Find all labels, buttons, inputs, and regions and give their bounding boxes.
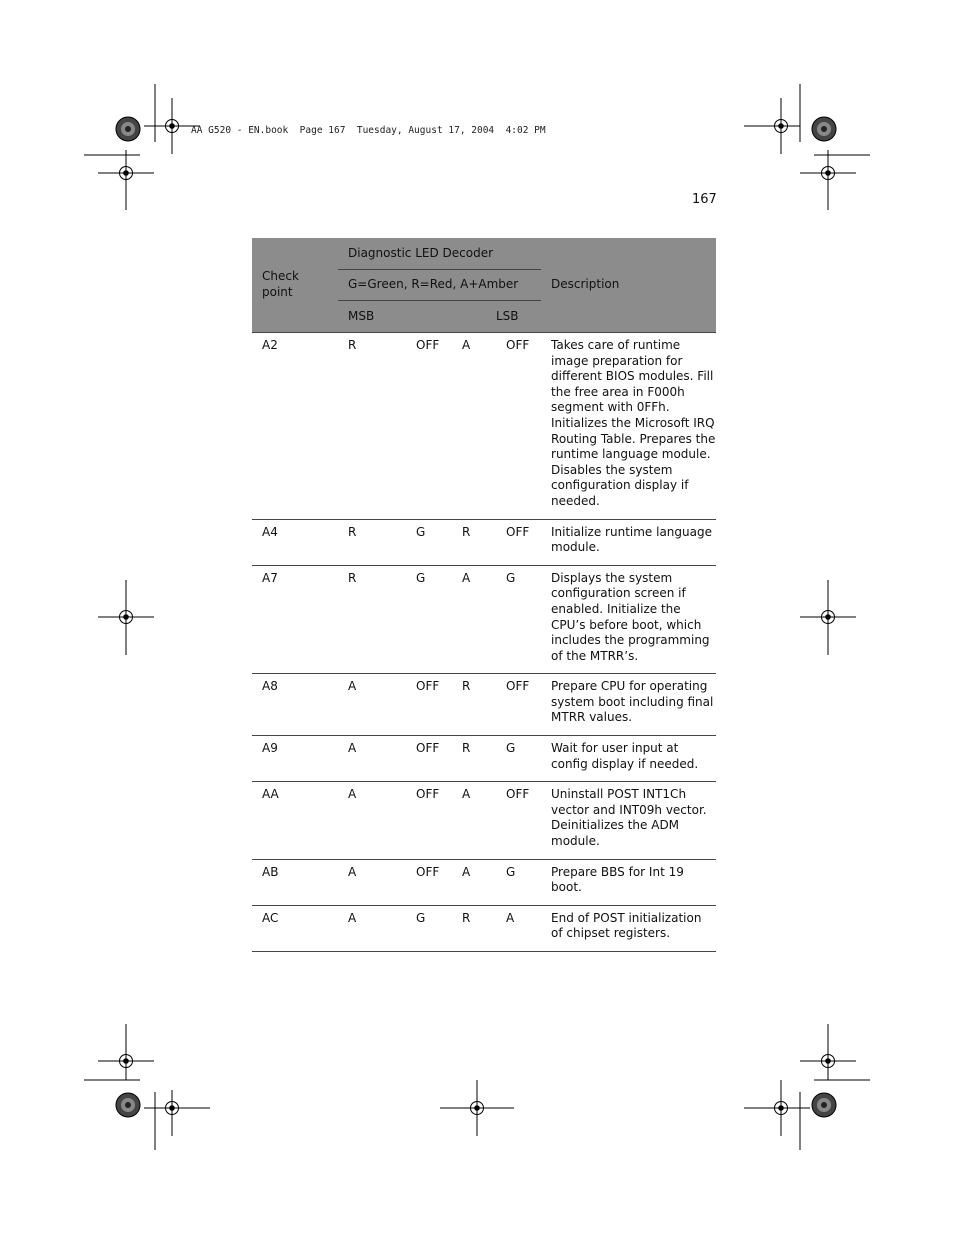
- header-decoder-title: Diagnostic LED Decoder: [338, 238, 541, 270]
- cell-description: Prepare BBS for Int 19 boot.: [541, 859, 716, 905]
- cell-led2: OFF: [406, 859, 452, 905]
- cell-led3: A: [452, 333, 496, 520]
- table-row: [252, 519, 716, 565]
- cell-led1: A: [338, 736, 406, 782]
- table-row: [252, 565, 716, 674]
- cell-led1: R: [338, 565, 406, 674]
- cell-led4: G: [496, 736, 541, 782]
- cell-description: Initialize runtime language module.: [541, 519, 716, 565]
- cell-led1: R: [338, 519, 406, 565]
- cell-led2: OFF: [406, 333, 452, 520]
- table-row: [252, 333, 716, 520]
- cell-led1: A: [338, 859, 406, 905]
- checkpoint-table: [252, 238, 716, 952]
- cell-led2: G: [406, 519, 452, 565]
- cell-checkpoint: A4: [252, 519, 338, 565]
- header-msb: MSB: [338, 301, 496, 333]
- cell-checkpoint: AC: [252, 905, 338, 951]
- cell-checkpoint: AB: [252, 859, 338, 905]
- cell-led1: R: [338, 333, 406, 520]
- header-checkpoint: [252, 238, 338, 332]
- table-row: [252, 782, 716, 859]
- cell-description: Displays the system configuration screen if enabled. Initialize the CPU’s before boot, which includes the programming of the MTRR’s.: [541, 565, 716, 674]
- cell-led4: G: [496, 859, 541, 905]
- cell-description: End of POST initialization of chipset registers.: [541, 905, 716, 951]
- cell-led3: R: [452, 905, 496, 951]
- cell-description: Prepare CPU for operating system boot including final MTRR values.: [541, 674, 716, 736]
- cell-led4: A: [496, 905, 541, 951]
- cell-led3: R: [452, 736, 496, 782]
- cell-led4: OFF: [496, 519, 541, 565]
- cell-checkpoint: A9: [252, 736, 338, 782]
- cell-led2: OFF: [406, 782, 452, 859]
- cell-description: Uninstall POST INT1Ch vector and INT09h vector. Deinitializes the ADM module.: [541, 782, 716, 859]
- cell-led2: OFF: [406, 736, 452, 782]
- cell-led1: A: [338, 905, 406, 951]
- cell-checkpoint: A8: [252, 674, 338, 736]
- cell-description: Wait for user input at config display if needed.: [541, 736, 716, 782]
- cell-checkpoint: A2: [252, 333, 338, 520]
- cell-led4: G: [496, 565, 541, 674]
- cell-led1: A: [338, 674, 406, 736]
- table-row: [252, 859, 716, 905]
- cell-led3: R: [452, 519, 496, 565]
- cell-led4: OFF: [496, 674, 541, 736]
- table-header: [252, 238, 716, 333]
- header-checkpoint-line2: point: [262, 285, 293, 299]
- header-decoder-legend: G=Green, R=Red, A+Amber: [338, 270, 541, 301]
- book-slug: AA G520 - EN.book Page 167 Tuesday, August 17, 2004 4:02 PM: [191, 125, 546, 136]
- cell-led2: OFF: [406, 674, 452, 736]
- header-checkpoint-line1: Check: [262, 269, 299, 284]
- table-row: [252, 674, 716, 736]
- cell-led1: A: [338, 782, 406, 859]
- header-lsb: LSB: [496, 301, 541, 333]
- page-number: 167: [692, 192, 717, 207]
- cell-led3: A: [452, 565, 496, 674]
- cell-led3: A: [452, 859, 496, 905]
- cell-led4: OFF: [496, 782, 541, 859]
- cell-led2: G: [406, 565, 452, 674]
- cell-led3: R: [452, 674, 496, 736]
- table-row: [252, 905, 716, 951]
- cell-led3: A: [452, 782, 496, 859]
- cell-led2: G: [406, 905, 452, 951]
- header-description: Description: [541, 238, 716, 332]
- cell-led4: OFF: [496, 333, 541, 520]
- table-row: [252, 736, 716, 782]
- cell-checkpoint: AA: [252, 782, 338, 859]
- cell-description: Takes care of runtime image preparation for different BIOS modules. Fill the free area in F000h segment with 0FFh. Initializes the Microsoft IRQ Routing Table. Prepares the runtime language module. Disables the system configuration display if needed.: [541, 333, 716, 520]
- cell-checkpoint: A7: [252, 565, 338, 674]
